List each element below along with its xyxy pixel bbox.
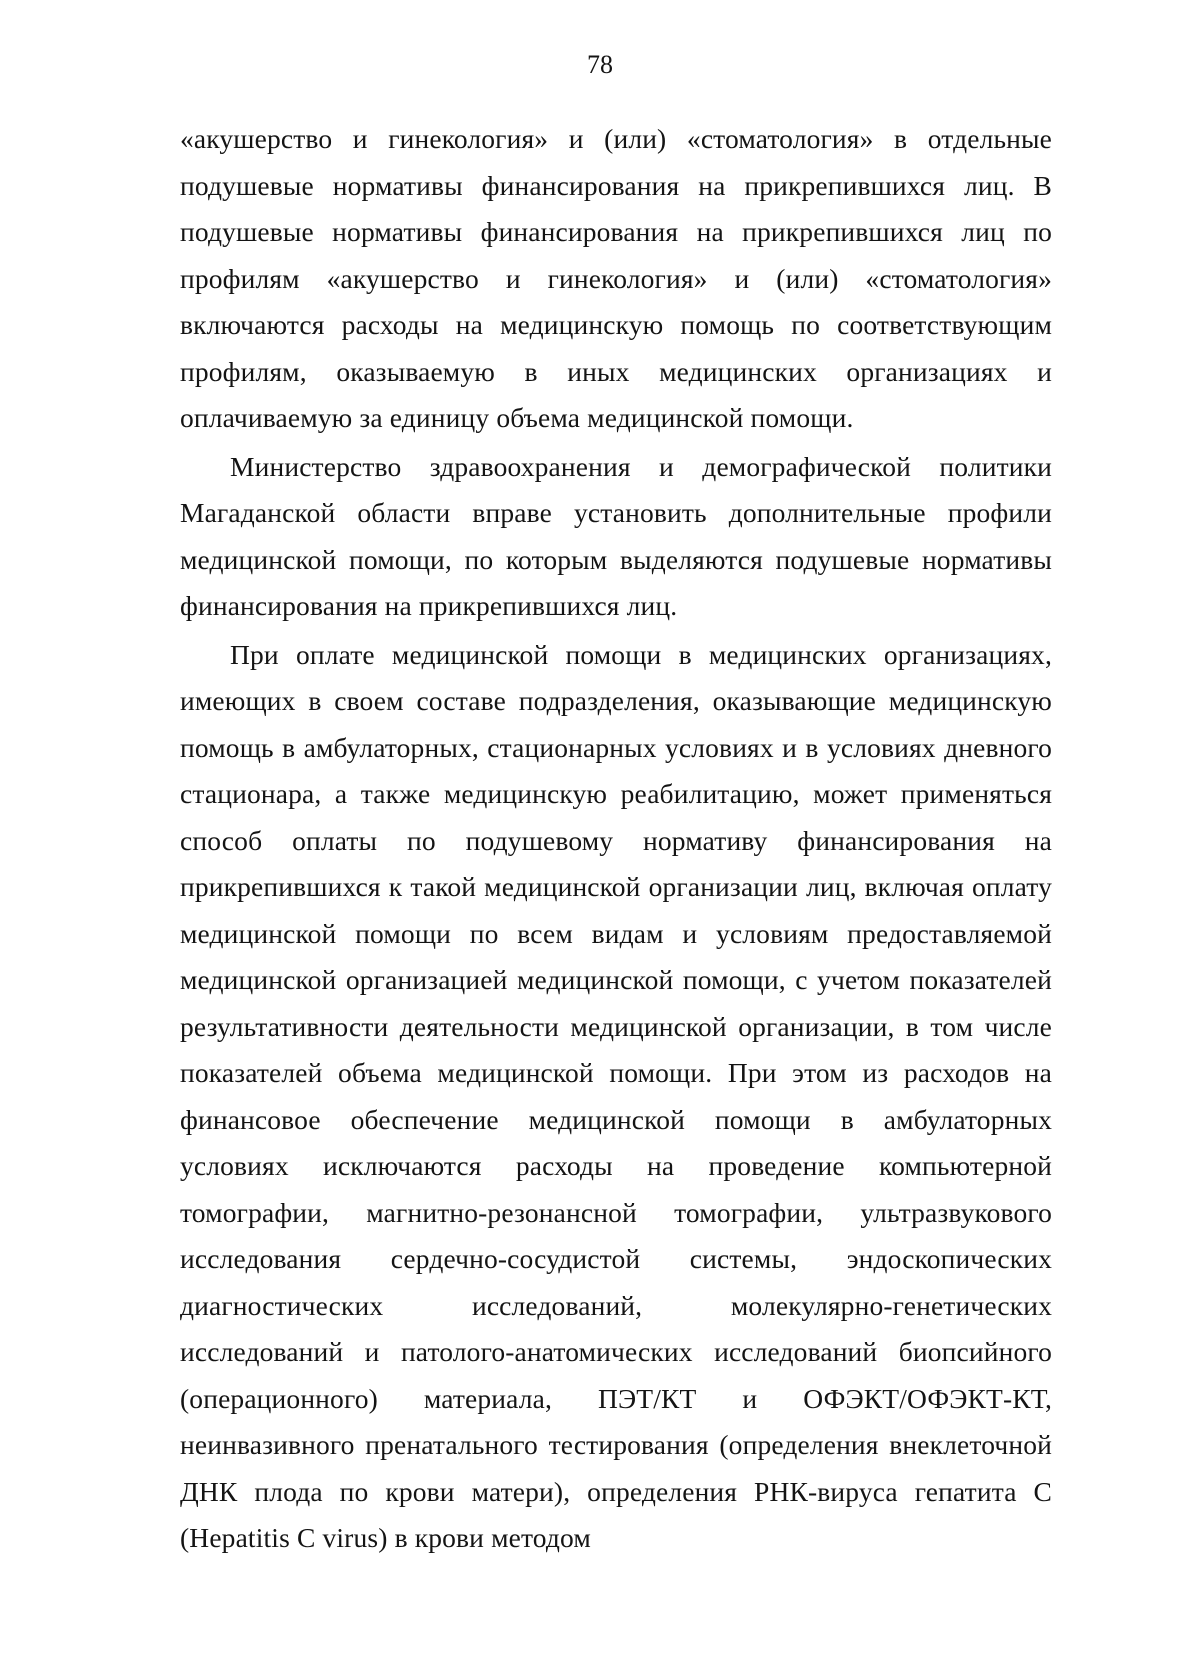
paragraph-continuation: «акушерство и гинекология» и (или) «стоматология» в отдельные подушевые нормативы финансирования на прикрепившихся лиц. В подушевые нормативы финансирования на прикрепившихся лиц по профилям «акушерство и гинекология» и (или) «стоматология» включаются расходы на медицинскую помощь по соответствующим профилям, оказываемую в иных медицинских организациях и оплачиваемую за единицу объема медицинской помощи. <box>180 123 1052 433</box>
body-text <box>180 116 1052 1562</box>
page-number: 78 <box>587 50 613 79</box>
paragraph-ministry: Министерство здравоохранения и демографической политики Магаданской области вправе установить дополнительные профили медицинской помощи, по которым выделяются подушевые нормативы финансирования на прикрепившихся лиц. <box>180 450 1052 621</box>
paragraph-payment: При оплате медицинской помощи в медицинских организациях, имеющих в своем составе подразделения, оказывающие медицинскую помощь в амбулаторных, стационарных условиях и в условиях дневного стационара, а также медицинскую реабилитацию, может применяться способ оплаты по подушевому нормативу финансирования на прикрепившихся к такой медицинской организации лиц, включая оплату медицинской помощи по всем видам и условиям предоставляемой медицинской организацией медицинской помощи, с учетом показателей результативности деятельности медицинской организации, в том числе показателей объема медицинской помощи. При этом из расходов на финансовое обеспечение медицинской помощи в амбулаторных условиях исключаются расходы на проведение компьютерной томографии, магнитно-резонансной томографии, ультразвукового исследования сердечно-сосудистой системы, эндоскопических диагностических исследований, молекулярно-генетических исследований и патолого-анатомических исследований биопсийного (операционного) материала, ПЭТ/КТ и ОФЭКТ/ОФЭКТ-КТ, неинвазивного пренатального тестирования (определения внеклеточной ДНК плода по крови матери), определения РНК-вируса гепатита С (Hepatitis C virus) в крови методом <box>180 638 1052 1553</box>
